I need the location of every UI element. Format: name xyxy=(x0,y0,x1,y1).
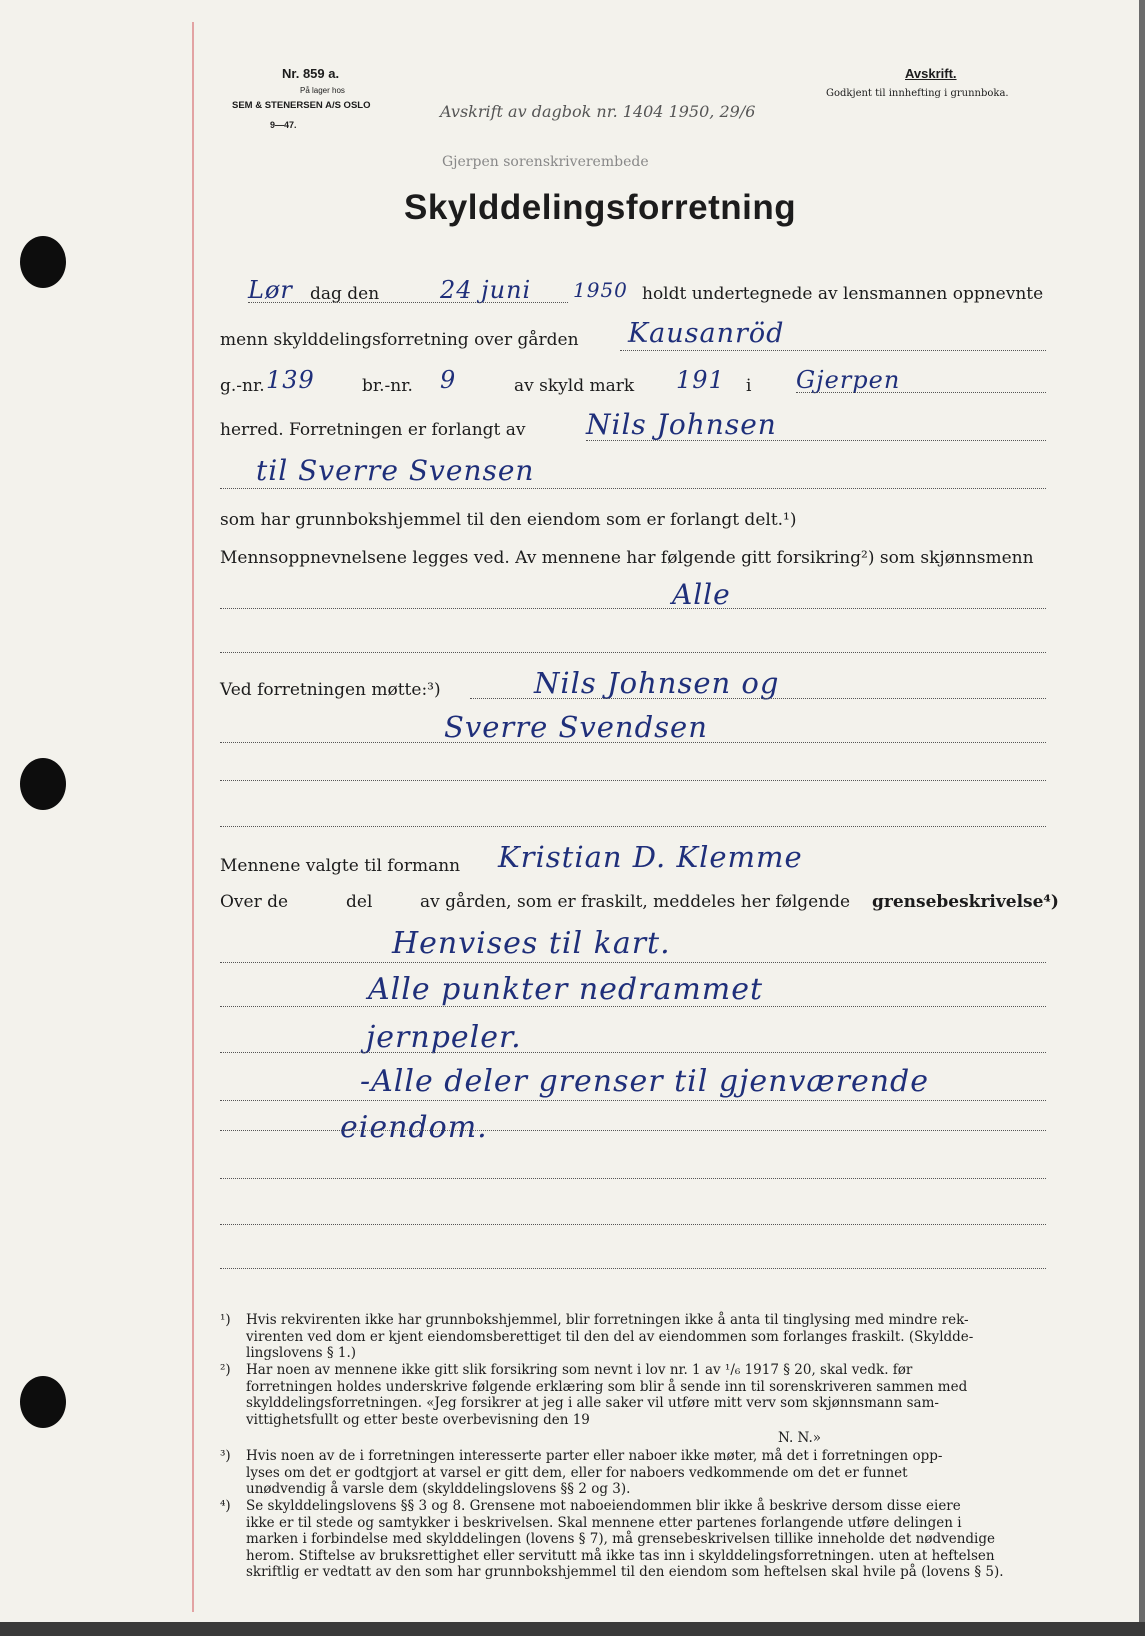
desc-line-4: -Alle deler grenser til gjenværende xyxy=(360,1064,929,1099)
desc-line-2: Alle punkter nedrammet xyxy=(368,972,764,1007)
dotted-line xyxy=(220,652,1046,653)
stamp-line-2: Gjerpen sorenskriverembede xyxy=(442,154,649,170)
footnote xyxy=(220,1498,1050,1582)
del-label: del xyxy=(346,892,373,912)
footnote-text: Hvis noen av de i forretningen interesserte parter eller naboer ikke møter, må det i forretningen opp- lyses om det er godtgjort at varsel er gitt dem, eller for naboers vedkommende om det er funnet unødvendig å varsle dem (skylddelingslovens §§ 2 og 3). xyxy=(246,1448,943,1497)
stamp-line-1: Avskrift av dagbok nr. 1404 1950, 29/6 xyxy=(440,102,756,121)
dotted-line xyxy=(470,698,1046,699)
motte-handwritten-2: Sverre Svendsen xyxy=(444,710,708,744)
line1-text: holdt undertegnede av lensmannen oppnevnte xyxy=(642,284,1044,304)
dotted-line xyxy=(220,826,1046,827)
footnote-number: ³) xyxy=(220,1448,231,1464)
dotted-line xyxy=(220,1130,1046,1131)
footnote xyxy=(220,1362,1050,1428)
weekday-handwritten: Lør xyxy=(248,276,293,304)
bnr-label: br.-nr. xyxy=(362,376,413,396)
motte-label: Ved forretningen møtte:³) xyxy=(220,680,441,700)
punch-hole xyxy=(20,236,66,288)
footnote-signature xyxy=(220,1430,1050,1446)
requester-handwritten: Nils Johnsen xyxy=(586,408,777,441)
formann-label: Mennene valgte til formann xyxy=(220,856,461,876)
formann-handwritten: Kristian D. Klemme xyxy=(498,840,803,874)
bnr-value: 9 xyxy=(440,366,457,394)
date-handwritten: 24 juni xyxy=(440,276,532,304)
gnr-label: g.-nr. xyxy=(220,376,265,396)
farm-label: menn skylddelingsforretning over gården xyxy=(220,330,579,350)
footnote-text: Har noen av mennene ikke gitt slik forsikring som nevnt i lov nr. 1 av ¹/₆ 1917 § 20, skal vedk. før forretningen holdes underskrive følgende erklæring som blir å sende inn til sorenskriveren sammen med skylddelingsforretningen. «Jeg forsikrer at jeg i alle saker vil utføre mitt verv som skjønnsmann sam- vittighetsfullt og etter beste overbevisning den 19 xyxy=(246,1362,968,1428)
year-handwritten: 1950 xyxy=(573,278,628,302)
signature-placeholder: N. N.» xyxy=(778,1430,822,1446)
footnote-text: Hvis rekvirenten ikke har grunnbokshjemmel, blir forretningen ikke å anta til tinglysing med mindre rek- virenten ved dom er kjent eiendomsberettiget til den del av eiendommen som forlanges fraskilt. (Skyldde- lingslovens § 1.) xyxy=(246,1312,974,1361)
dag-den-label: dag den xyxy=(310,284,380,304)
forsikring-text: Mennsoppnevnelsene legges ved. Av mennene har følgende gitt forsikring²) som skjønnsmenn xyxy=(220,548,1034,568)
farm-name-handwritten: Kausanröd xyxy=(628,318,785,349)
dotted-line xyxy=(620,350,1046,351)
footnote-text: Se skylddelingslovens §§ 3 og 8. Grensene mot naboeiendommen blir ikke å beskrive dersom disse eiere ikke er til stede og samtykker i beskrivelsen. Skal mennene etter partenes forlangende utføre delingen i marken i forbindelse med skylddelingen (lovens § 7), må grensebeskrivelsen tillike inneholde det nødvendige herom. Stiftelse av bruksrettighet eller servitutt må ikke tas inn i skylddelingsforretningen. uten at heftelsen skriftlig er vedtatt av den som har grunnbokshjemmel til den eiendom som heftelsen skal hvile på (lovens § 5). xyxy=(246,1498,1004,1580)
punch-hole xyxy=(20,1376,66,1428)
dotted-line xyxy=(220,742,1046,743)
edition: 9—47. xyxy=(270,120,297,130)
dotted-line xyxy=(220,1052,1046,1053)
skyld-label: av skyld mark xyxy=(514,376,635,396)
desc-line-1: Henvises til kart. xyxy=(392,926,671,961)
footnote-number: ⁴) xyxy=(220,1498,231,1514)
dotted-line xyxy=(220,1178,1046,1179)
dotted-line xyxy=(586,440,1046,441)
footnote-number: ¹) xyxy=(220,1312,231,1328)
skyld-value: 191 xyxy=(676,366,725,394)
publisher: SEM & STENERSEN A/S OSLO xyxy=(232,100,371,111)
document-title: Skylddelingsforretning xyxy=(404,188,797,227)
publisher-small: På lager hos xyxy=(300,86,345,95)
avskrift-note: Godkjent til innhefting i grunnboka. xyxy=(826,88,1009,99)
skjonnsmenn-handwritten: Alle xyxy=(672,578,731,611)
dotted-line xyxy=(248,302,568,303)
i-label: i xyxy=(746,376,752,396)
footnote-number: ²) xyxy=(220,1362,231,1378)
scan-bottom-edge xyxy=(0,1622,1145,1636)
dotted-line xyxy=(220,608,1046,609)
dotted-line xyxy=(220,1006,1046,1007)
page-edge-shadow xyxy=(1139,0,1145,1636)
grense-intro: av gården, som er fraskilt, meddeles her følgende xyxy=(420,892,851,912)
dotted-line xyxy=(220,1268,1046,1269)
dotted-line xyxy=(220,488,1046,489)
dotted-line xyxy=(220,1224,1046,1225)
dotted-line xyxy=(220,780,1046,781)
desc-line-5: eiendom. xyxy=(340,1110,488,1145)
to-owner-handwritten: til Sverre Svensen xyxy=(256,454,535,487)
punch-hole xyxy=(20,758,66,810)
dotted-line xyxy=(220,1100,1046,1101)
margin-line xyxy=(192,22,194,1612)
dotted-line xyxy=(796,392,1046,393)
footnote xyxy=(220,1448,1050,1498)
motte-handwritten-1: Nils Johnsen og xyxy=(534,666,780,700)
desc-line-3: jernpeler. xyxy=(366,1020,522,1055)
requester-label: herred. Forretningen er forlangt av xyxy=(220,420,526,440)
grensebeskrivelse-label: grensebeskrivelse⁴) xyxy=(872,892,1059,912)
over-de-label: Over de xyxy=(220,892,289,912)
footnote xyxy=(220,1312,1050,1362)
avskrift-title: Avskrift. xyxy=(905,66,957,81)
gnr-value: 139 xyxy=(266,366,315,394)
dotted-line xyxy=(220,962,1046,963)
place-handwritten: Gjerpen xyxy=(796,366,901,394)
hjemmel-text: som har grunnbokshjemmel til den eiendom som er forlangt delt.¹) xyxy=(220,510,797,530)
form-number: Nr. 859 a. xyxy=(282,66,340,81)
